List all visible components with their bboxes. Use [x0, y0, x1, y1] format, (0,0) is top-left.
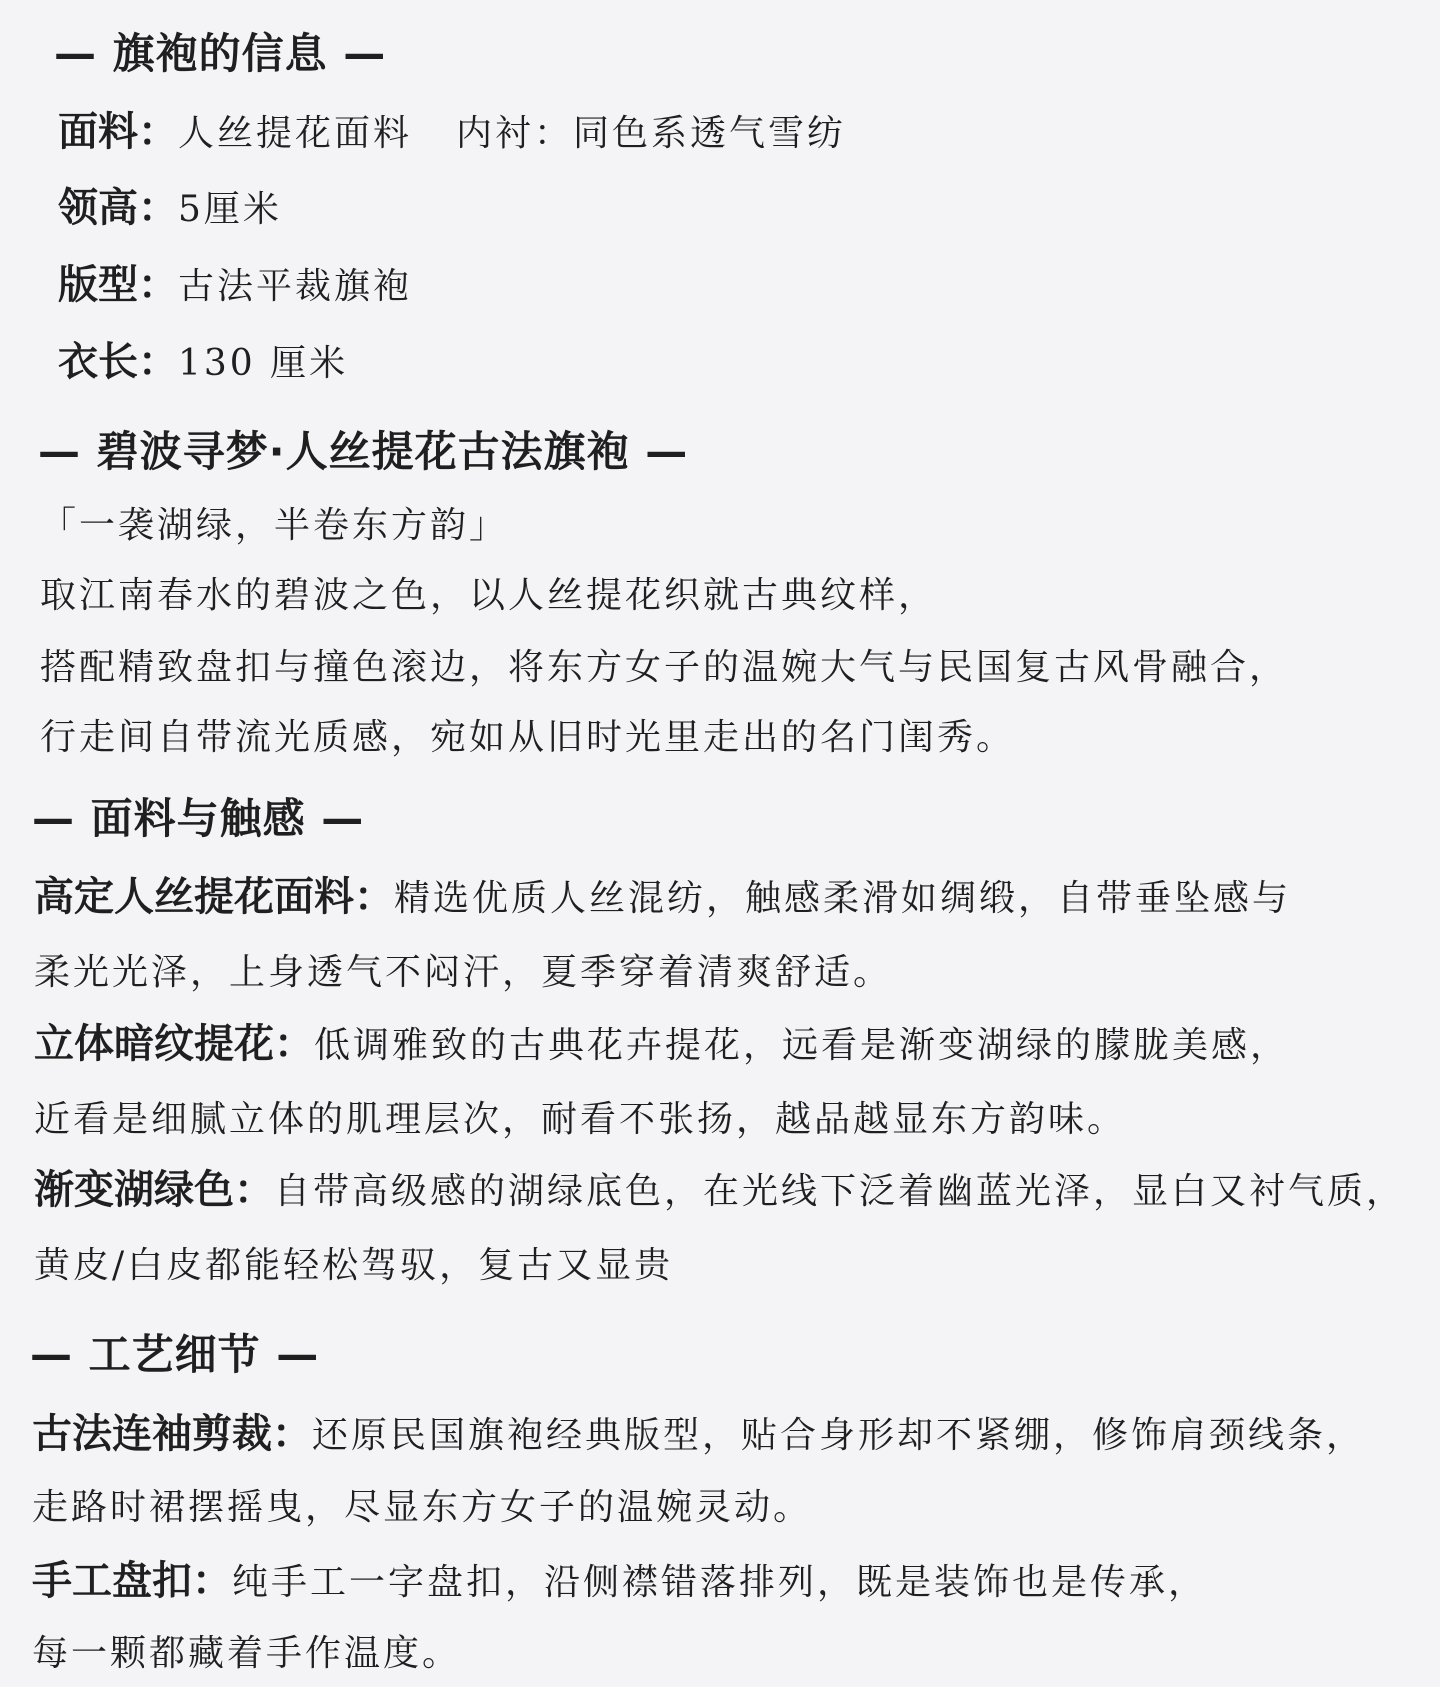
fabric-item-continuation: 柔光光泽，上身透气不闷汗，夏季穿着清爽舒适。	[34, 952, 893, 993]
craft-item-text: 纯手工一字盘扣，沿侧襟错落排列，既是装饰也是传承，	[232, 1562, 1208, 1603]
craft-item-label: 手工盘扣：	[32, 1558, 232, 1604]
fabric-item-continuation: 黄皮/白皮都能轻松驾驭，复古又显贵	[34, 1245, 674, 1286]
fabric-label: 面料：	[58, 109, 178, 155]
fabric-item-label: 立体暗纹提花：	[34, 1021, 314, 1067]
fabric-item	[34, 1167, 1406, 1213]
info-heading: — 旗袍的信息 —	[54, 29, 387, 78]
craft-item	[32, 1411, 1366, 1457]
collar-label: 领高：	[58, 185, 178, 231]
craft-item-continuation: 每一颗都藏着手作温度。	[32, 1633, 462, 1674]
fit-label: 版型：	[58, 262, 178, 308]
fabric-item	[34, 874, 1292, 920]
fabric-value: 人丝提花面料	[178, 113, 413, 154]
craft-item-text: 还原民国旗袍经典版型，贴合身形却不紧绷，修饰肩颈线条，	[312, 1415, 1366, 1456]
fabric-item-label: 高定人丝提花面料：	[34, 874, 394, 920]
intro-heading: — 碧波寻梦·人丝提花古法旗袍 —	[38, 427, 689, 476]
fabric-lining-row	[58, 109, 847, 155]
intro-paragraph-line: 取江南春水的碧波之色，以人丝提花织就古典纹样，	[40, 575, 938, 616]
fabric-heading: — 面料与触感 —	[32, 794, 365, 843]
intro-paragraph-line: 行走间自带流光质感，宛如从旧时光里走出的名门闺秀。	[40, 717, 1016, 758]
fit-row	[58, 262, 413, 308]
fabric-item	[34, 1021, 1290, 1067]
craft-item-continuation: 走路时裙摆摇曳，尽显东方女子的温婉灵动。	[32, 1487, 813, 1528]
length-value: 130 厘米	[178, 343, 349, 384]
lining-value: 同色系透气雪纺	[573, 113, 847, 154]
fabric-item-text: 低调雅致的古典花卉提花，远看是渐变湖绿的朦胧美感，	[314, 1025, 1290, 1066]
craft-heading: — 工艺细节 —	[30, 1330, 320, 1379]
collar-value: 5厘米	[178, 189, 282, 230]
length-row	[58, 339, 349, 385]
fabric-item-text: 自带高级感的湖绿底色，在光线下泛着幽蓝光泽，显白又衬气质，	[274, 1171, 1406, 1212]
fabric-item-continuation: 近看是细腻立体的肌理层次，耐看不张扬，越品越显东方韵味。	[34, 1099, 1127, 1140]
fabric-item-label: 渐变湖绿色：	[34, 1167, 274, 1213]
craft-item-label: 古法连袖剪裁：	[32, 1411, 312, 1457]
tagline: 「一袭湖绿，半卷东方韵」	[40, 505, 509, 546]
lining-label: 内衬：	[456, 113, 574, 154]
length-label: 衣长：	[58, 339, 178, 385]
craft-item	[32, 1558, 1208, 1604]
fabric-item-text: 精选优质人丝混纺，触感柔滑如绸缎，自带垂坠感与	[394, 878, 1292, 919]
fit-value: 古法平裁旗袍	[178, 266, 413, 307]
collar-row	[58, 185, 282, 231]
intro-paragraph-line: 搭配精致盘扣与撞色滚边，将东方女子的温婉大气与民国复古风骨融合，	[40, 647, 1289, 688]
